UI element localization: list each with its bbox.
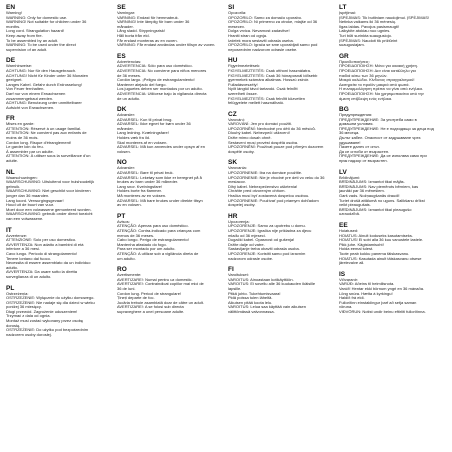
warning-line: домашни условия. bbox=[339, 121, 374, 127]
warning-line: Holdes borte fra flammer. bbox=[117, 188, 162, 194]
warning-line: nadzorem osoby dorosłej. bbox=[6, 331, 52, 337]
warning-line: VAROVÁNÍ: Jen pro domácí použití. bbox=[228, 121, 293, 127]
warning-line: ADVARSEL: Må bare brukes under direkte tilsyn bbox=[117, 197, 203, 203]
warning-line: Jucăria trebuie asamblată doar de către un adult. bbox=[117, 299, 204, 305]
warning-line: OSTRZEŻENIE: Do użytku pod bezpośrednim bbox=[6, 327, 89, 333]
warning-line: neposrednim nadzorom odrasle osebe. bbox=[228, 46, 298, 52]
warning-line: um adulto. bbox=[117, 255, 136, 261]
warning-line: ADVARSEL: Må kun anvendes under opsyn af en bbox=[117, 144, 205, 150]
warning-line: Varúð! Hentar ekki börnum yngri en 36 mánaða. bbox=[339, 285, 425, 291]
warning-line: poniżej 36 miesięcy. bbox=[6, 304, 42, 310]
warning-line: Sestavení musí provést dospělá osoba. bbox=[228, 139, 299, 145]
warning-line: mlađu od 36 mjeseci. bbox=[228, 232, 266, 238]
language-block-lt bbox=[339, 4, 446, 48]
warning-line: Avertismente: bbox=[117, 272, 142, 278]
warning-line: WARNING! Not suitable for children under 36 bbox=[6, 19, 87, 25]
warning-line: άμεση επίβλεψη ενός ενήλικα. bbox=[339, 95, 393, 101]
language-block-it bbox=[6, 227, 113, 280]
warning-line: Aufsicht von Erwachsenen. bbox=[6, 104, 55, 110]
warning-line: UPOZORENJE: Igračka nije prikladna za djecu bbox=[228, 227, 312, 233]
warning-line: FIGYELMEZTETÉS: Csak otthoni használatra. bbox=[228, 67, 311, 73]
language-code: FI bbox=[228, 266, 234, 274]
warning-line: Lang ledning. Kvælningsfare! bbox=[117, 130, 169, 136]
language-code: RO bbox=[117, 266, 127, 274]
warning-line: AVERTIZARE!: A se folosi sub directa bbox=[117, 304, 184, 310]
warning-line: Įspėjimai: bbox=[339, 10, 356, 15]
language-code: DE bbox=[6, 57, 16, 65]
warning-line: WAARSCHUWING: gebruik onder direct toezicht bbox=[6, 211, 93, 217]
warning-line: HOIATUS: Kasutada ainult täiskasvanu otsese bbox=[339, 255, 422, 261]
warning-line: Turiet drošā attālumā no uguns. Salikšanu drīkst bbox=[339, 197, 425, 203]
warning-line: Izdelek mora sestaviti odrasla oseba. bbox=[228, 37, 294, 43]
warning-line: удушаване! bbox=[339, 139, 361, 145]
warning-line: Mantener alejado del fuego. bbox=[117, 81, 167, 87]
warning-line: To be assembled by an adult. bbox=[6, 37, 59, 43]
warning-line: Opozorila: bbox=[228, 10, 247, 15]
warning-line: Avvertenze: bbox=[6, 232, 28, 238]
warning-line: uzraudzībā. bbox=[339, 211, 360, 217]
warning-line: Håll borta från eld. bbox=[117, 32, 150, 38]
language-block-si bbox=[228, 4, 335, 52]
warning-line: mesecev. bbox=[228, 23, 245, 29]
warning-line: ADVARSEL: Leketøy som ikke er beregnet på å bbox=[117, 174, 202, 180]
warning-line: Varningar: bbox=[117, 10, 136, 15]
language-block-sk bbox=[228, 159, 335, 207]
language-block-de bbox=[6, 57, 113, 110]
warning-line: ATENÇÃO: Apenas para uso doméstico. bbox=[117, 223, 189, 229]
warning-line: OPOZORILO: Ni primerno za otroke, mlajše od 36 bbox=[228, 19, 318, 25]
warning-line: Laikykite atokiau nuo ugnies. bbox=[339, 28, 391, 34]
warning-line: brukes av barn under 36 måneder. bbox=[117, 179, 179, 185]
warning-line: ПРЕДУПРЕЖДЕНИЕ: За употреба само в bbox=[339, 116, 417, 122]
language-code: IS bbox=[339, 270, 346, 278]
warning-line: Skal monteres af en voksen. bbox=[117, 139, 168, 145]
language-block-dk bbox=[117, 106, 224, 154]
column-4 bbox=[339, 4, 446, 448]
warning-line: Cavo lungo. Pericolo di strangolamento! bbox=[6, 250, 77, 256]
language-code: CZ bbox=[228, 110, 237, 118]
warning-line: Montaż musi zostać wykonany przez osobę bbox=[6, 318, 84, 324]
language-block-fr bbox=[6, 115, 113, 163]
warning-line: de un adulto. bbox=[117, 95, 141, 101]
warning-line: Hoiatused: bbox=[339, 227, 359, 233]
warning-line: järelevalve all. bbox=[339, 260, 365, 266]
warning-line: Προειδοποιήσεις: bbox=[339, 58, 370, 64]
warning-line: zusammengebaut werden. bbox=[6, 95, 54, 101]
warning-line: VARÚÐ: Aðeins til heimilisnota. bbox=[339, 281, 395, 287]
language-block-hr bbox=[228, 213, 335, 261]
warning-line: Garš vads. Nožņaugšanās draudi! bbox=[339, 193, 400, 198]
warning-line: Advarsler: bbox=[117, 165, 136, 171]
language-code: GR bbox=[339, 52, 349, 60]
warning-line: Lang koord. Verwurgingsgevaar! bbox=[6, 197, 64, 203]
warning-line: ADVARSEL: Bare til privat bruk. bbox=[117, 170, 174, 176]
warning-line: UPOZORNENIE: Iba na domáce použitie. bbox=[228, 170, 303, 176]
warning-line: UPOZORENJE: Samo za upotrebu u domu. bbox=[228, 223, 306, 229]
language-block-hu bbox=[228, 57, 335, 105]
warning-line: Ostrzeżenia: bbox=[6, 290, 29, 296]
warning-line: ACHTUNG! Nicht für Kinder unter 36 Monaten bbox=[6, 72, 89, 78]
warning-line: FIGYELMEZTETÉS: Csak felnőtt közvetlen bbox=[228, 95, 305, 101]
warning-line: Warning! bbox=[6, 10, 22, 15]
warning-line: months. bbox=[6, 23, 21, 29]
warning-line: jaunāki par 36 mēnešiem. bbox=[339, 188, 385, 194]
warning-line: WARNING: To be used under the direct bbox=[6, 42, 76, 48]
warning-line: Viðvaranir: bbox=[339, 276, 359, 282]
warning-line: supervision of an adult. bbox=[6, 46, 48, 52]
warning-line: Houd uit de buurt van vuur. bbox=[6, 202, 55, 208]
warning-line: UPOZORNENIE: Nie je vhodné pre deti vo veku do 36 bbox=[228, 174, 325, 180]
warning-line: Holdes væk fra ild. bbox=[117, 135, 151, 141]
warning-line: Turi būti surinkta suaugusiojo. bbox=[339, 32, 392, 38]
language-block-fi bbox=[228, 266, 335, 314]
warning-line: Ilgas laidas. Pavojus pasismaugti! bbox=[339, 23, 400, 29]
warning-line: παιδιά κάτω των 36 μηνών. bbox=[339, 72, 388, 78]
warning-line: OSTRZEŻENIE: Nie nadaje się dla dzieci w wieku bbox=[6, 299, 95, 305]
warning-line: Držte mimo dosah ohně. bbox=[228, 135, 272, 141]
language-block-en bbox=[6, 4, 113, 52]
warning-line: HOIATUS! Ei sobi alla 36 kuu vanustele lastele. bbox=[339, 237, 424, 243]
warning-line: av en voksen. bbox=[117, 202, 142, 208]
warning-line: VAROITUS: Lelua saa käyttää vain aikuisen bbox=[228, 304, 306, 310]
warning-line: HOIATUS: Ainult koduseks kasutamiseks. bbox=[339, 232, 413, 238]
warning-line: Țineți departe de foc. bbox=[117, 295, 155, 301]
warning-line: VARNING! Inte lämplig för barn under 36 bbox=[117, 19, 190, 25]
warning-line: Nyílt lángtól távol tartandó. Csak felnőtt bbox=[228, 86, 298, 92]
warning-line: Cordon long. Risque d'étranglement! bbox=[6, 139, 72, 145]
warning-line: Długi przewód. Zagrożenie uduszeniem! bbox=[6, 308, 78, 314]
warning-line: supraveghere a unei persoane adulte. bbox=[117, 308, 185, 314]
warning-line: Waarschuwingen: bbox=[6, 174, 38, 180]
warning-line: ПРЕДУПРЕЖДЕНИЕ: Не е подходящо за деца под bbox=[339, 125, 434, 131]
warning-line: dospelej osoby. bbox=[228, 202, 256, 208]
language-code: NL bbox=[6, 168, 15, 176]
language-code: LT bbox=[339, 4, 347, 11]
warning-line: Cabo longo. Perigo de estrangulamento! bbox=[117, 237, 189, 243]
warning-line: Mantenha afastado do fogo. bbox=[117, 241, 167, 247]
warning-line: ĮSPĖJIMAS: Tik buitiniam naudojimui. ĮSPĖJIMAS! bbox=[339, 14, 430, 20]
warning-line: gebruik. bbox=[6, 183, 21, 189]
warning-line: BRĪDINĀJUMS: Izmantot tikai pieaugušo bbox=[339, 206, 412, 212]
warning-line: Necessita di essere assemblato da un individuo bbox=[6, 260, 91, 266]
warning-line: Advertencias: bbox=[117, 58, 142, 64]
language-code: EE bbox=[339, 221, 348, 229]
warning-line: AVERTIZARE!: Contraindicat copiilor mai mici de bbox=[117, 281, 204, 287]
warning-line: van een volwassene. bbox=[6, 215, 44, 221]
warning-line: Brīdinājumi: bbox=[339, 174, 361, 180]
language-code: IT bbox=[6, 226, 12, 234]
language-code: HR bbox=[228, 212, 238, 220]
warning-line: OPOZORILO: Igrača se sme uporabljati samo pod bbox=[228, 42, 318, 48]
warning-line: Haldið frá eldi. bbox=[339, 295, 365, 301]
warning-line: adulte. bbox=[6, 158, 19, 164]
warning-line: Netinka vaikams iki 36 mėnesių. bbox=[339, 19, 397, 25]
warning-line: ĮSPĖJIMAS: Naudoti tik prižiūrint bbox=[339, 37, 398, 43]
language-block-lv bbox=[339, 169, 446, 217]
warning-line: Dlouhý kabel. Nebezpečí uškrcení! bbox=[228, 130, 290, 136]
warning-line: Long cord. Strangulation hazard! bbox=[6, 28, 65, 34]
warning-line: OPOZORILO: Samo za domačo uporabo. bbox=[228, 14, 303, 20]
warning-line: Lång sladd. Strypningsrisk! bbox=[117, 28, 166, 34]
language-block-es bbox=[117, 53, 224, 101]
warning-line: ACHTUNG: Nur für den Hausgebrauch. bbox=[6, 67, 77, 73]
warning-line: ATTENTION: Réservé à un usage familial. bbox=[6, 125, 82, 131]
language-block-se bbox=[117, 4, 224, 48]
warning-line: Chráňte pred otvoreným ohňom. bbox=[228, 188, 286, 194]
language-block-nl bbox=[6, 169, 113, 222]
warning-line: ATTENZIONE: Solo per uso domestico. bbox=[6, 237, 77, 243]
warning-line: Varoitukset: bbox=[228, 272, 249, 278]
warning-line: dorosłą. bbox=[6, 322, 21, 328]
warning-line: de 36 meses. bbox=[117, 72, 142, 78]
warning-line: Varování: bbox=[228, 116, 245, 122]
warning-line: VARNING: Endast för hemmabruk. bbox=[117, 14, 179, 20]
warning-line: nadzorom odrasle osobe. bbox=[228, 255, 274, 261]
warning-line: ADVERTENCIA: Sólo para uso doméstico. bbox=[117, 63, 193, 69]
warning-line: Figyelmeztetések: bbox=[228, 63, 261, 69]
warning-line: Предупреждения: bbox=[339, 112, 373, 118]
warning-line: ADVERTENCIA: No conviene para niños menores bbox=[117, 67, 207, 73]
warning-line: Le garder loin du feu. bbox=[6, 144, 44, 150]
warning-line: ATTENTION: Ne convient pas aux enfants de bbox=[6, 130, 87, 136]
language-code: SE bbox=[117, 4, 126, 11]
warning-line: menos de 36 meses. bbox=[117, 232, 155, 238]
warning-line: Držite dalje od vatre. bbox=[228, 241, 265, 247]
warning-line: WAARSCHUWING: Niet geschikt voor kinderen bbox=[6, 188, 91, 194]
warning-line: Darf nur von einem Erwachsenen bbox=[6, 90, 66, 96]
warning-line: AVVERTENZA: Non adatto a bambini di età bbox=[6, 241, 84, 247]
warning-line: AVERTIZARE!: Numai pentru uz domestic. bbox=[117, 276, 193, 282]
warning-line: ATTENTION: À utiliser sous la surveillance d'un bbox=[6, 153, 91, 159]
warning-line: Lang snor. Kvelningsfare! bbox=[117, 183, 163, 189]
column-1 bbox=[6, 4, 113, 448]
warning-line: Warnhinweise: bbox=[6, 63, 33, 69]
warning-line: Löng snúra. Hætta á kyrkingu! bbox=[339, 290, 393, 296]
warning-line: Sastavljanje treba obaviti odrasla osoba. bbox=[228, 246, 300, 252]
warning-line: Moet door een volwassene gemonteerd worden. bbox=[6, 206, 92, 212]
warning-line: inferiore a 36 mesi. bbox=[6, 246, 41, 252]
language-code: PL bbox=[6, 284, 15, 292]
warning-line: ADVARSEL: Ikke egnet for børn under 36 bbox=[117, 121, 191, 127]
warning-line: BRĪDINĀJUMS: Nav piemērots bērniem, kas bbox=[339, 183, 419, 189]
language-code: LV bbox=[339, 168, 347, 176]
language-code: FR bbox=[6, 115, 15, 123]
warning-line: WAARSCHUWING: Uitsluitend voor huishoudelijk bbox=[6, 179, 95, 185]
warning-line: Pidä poissa tulen läheltä. bbox=[228, 295, 273, 301]
warning-line: jonger dan 36 maanden. bbox=[6, 193, 50, 198]
warning-line: Los juguetes deben ser montados por un adulto. bbox=[117, 86, 203, 92]
language-block-ro bbox=[117, 266, 224, 314]
warning-line: Mises en garde: bbox=[6, 121, 35, 127]
warning-line: Må monteres av en voksen. bbox=[117, 193, 167, 198]
warning-label-sheet bbox=[6, 4, 446, 448]
warning-line: Fullorðinn einstaklingur þarf að setja saman bbox=[339, 299, 417, 305]
warning-line: suaugusiajam. bbox=[339, 42, 365, 48]
warning-line: Hoida eemal tulest. bbox=[339, 246, 374, 252]
language-code: SI bbox=[228, 4, 235, 11]
warning-line: Varovania: bbox=[228, 165, 247, 171]
warning-line: felügyelete mellett használható. bbox=[228, 100, 285, 106]
language-block-no bbox=[117, 159, 224, 207]
warning-line: Para ser montado por um adulto. bbox=[117, 246, 176, 252]
warning-line: Langes Kabel. Gefahr durch Erdrosselung! bbox=[6, 81, 82, 87]
warning-line: Får endast monteras av en vuxen. bbox=[117, 37, 178, 43]
warning-line: Avisos: bbox=[117, 218, 130, 224]
warning-line: szerelheti össze. bbox=[228, 90, 258, 96]
warning-line: ΠΡΟΕΙΔΟΠΟΙΗΣΗ: Να χρησιμοποιείται υπό την bbox=[339, 90, 424, 96]
warning-line: Von Feuer fernhalten. bbox=[6, 86, 45, 92]
language-block-bg bbox=[339, 106, 446, 164]
warning-line: lapsille. bbox=[228, 285, 242, 291]
language-code: NO bbox=[117, 159, 127, 167]
warning-line: WARNING: Only for domestic use. bbox=[6, 14, 68, 20]
language-code: PT bbox=[117, 212, 126, 220]
language-block-is bbox=[339, 271, 446, 315]
warning-line: moins de 36 mois. bbox=[6, 135, 39, 141]
language-code: DK bbox=[117, 106, 127, 114]
warning-line: dospělé osoby. bbox=[228, 148, 255, 154]
warning-line: Toote peab kokku panema täiskasvanu. bbox=[339, 250, 410, 256]
warning-line: Dlhý kábel. Nebezpečenstvo uškrtenia! bbox=[228, 183, 298, 189]
warning-line: OSTRZEŻENIE: Wyłącznie do użytku domowego. bbox=[6, 295, 95, 301]
language-block-cz bbox=[228, 111, 335, 155]
warning-line: 36 месеца. bbox=[339, 130, 360, 136]
warning-line: välittömässä valvonnassa. bbox=[228, 308, 275, 314]
warning-line: sorveglianza di un adulto. bbox=[6, 273, 52, 279]
warning-line: VIÐVÖRUN: Notist undir beinu eftirliti fullorðinna. bbox=[339, 308, 426, 314]
warning-line: Dolga vrvica. Nevarnost zadavitve! bbox=[228, 28, 290, 34]
warning-line: UPOZORNENIE: Používať pod priamym dohľadom bbox=[228, 197, 319, 203]
language-code: HU bbox=[228, 57, 238, 65]
warning-line: ADVARSEL: Kun til privat brug. bbox=[117, 116, 173, 122]
column-3 bbox=[228, 4, 335, 448]
language-code: BG bbox=[339, 106, 349, 114]
warning-line: veikt pieaugušais. bbox=[339, 202, 371, 208]
warning-line: 36 de luni. bbox=[117, 285, 136, 291]
language-block-pl bbox=[6, 285, 113, 338]
warning-line: BRĪDINĀJUMS: Izmantot tikai mājās. bbox=[339, 179, 405, 185]
warning-line: måneder. bbox=[117, 125, 134, 131]
warning-line: AVVERTENZA: Da usare sotto la diretta bbox=[6, 269, 77, 275]
column-2 bbox=[117, 4, 224, 448]
warning-line: ATENÇÃO: Contra-indicado para crianças com bbox=[117, 227, 201, 233]
warning-line: VAROITUS: Ainoastaan kotikäyttöön. bbox=[228, 276, 294, 282]
warning-line: Pikk juhe. Kägistamisoht! bbox=[339, 241, 384, 247]
warning-line: пряк надзор от възрастен. bbox=[339, 158, 388, 164]
warning-line: À assembler par un adulte. bbox=[6, 148, 54, 154]
warning-line: Μακρύ καλώδιο. Κίνδυνος στραγγαλισμού! bbox=[339, 77, 415, 83]
warning-line: ADVERTENCIA: Utilícese bajo la vigilancia directa bbox=[117, 90, 207, 96]
warning-line: Да се сглоби от възрастен. bbox=[339, 148, 390, 154]
warning-line: Tenere lontano dal fuoco. bbox=[6, 255, 51, 261]
warning-line: Trzymać z dala od ognia. bbox=[6, 313, 51, 319]
warning-line: UPOZORNĚNÍ: Nevhodné pro děti do 36 měsíců. bbox=[228, 125, 316, 131]
warning-line: Διατηρείτε το προϊόν μακριά από φωτιά. bbox=[339, 81, 410, 87]
warning-line: ATENÇÃO: A utilizar sob a vigilância direta de bbox=[117, 250, 199, 256]
language-block-ee bbox=[339, 222, 446, 266]
warning-line: ПРЕДУПРЕЖДЕНИЕ: Да се използва само при bbox=[339, 153, 427, 159]
warning-line: FIGYELMEZTETÉS: Csak 36 hónaposnál idősebb bbox=[228, 72, 318, 78]
language-code: ES bbox=[117, 52, 126, 60]
warning-line: Keep away from fire. bbox=[6, 32, 43, 38]
warning-line: gyermekek számára alkalmas. Hosszú zsinór. bbox=[228, 77, 310, 83]
warning-line: vöruna. bbox=[339, 304, 353, 310]
warning-line: Upozorenja: bbox=[228, 218, 250, 224]
warning-line: Cordón largo. ¡Peligro de estrangulamiento! bbox=[117, 77, 195, 83]
warning-line: Hraniti stran od ognja. bbox=[228, 32, 268, 38]
language-code: EN bbox=[6, 4, 16, 11]
warning-line: Fulladásveszély! bbox=[228, 81, 258, 87]
warning-line: ACHTUNG: Benutzung unter unmittelbarer bbox=[6, 100, 82, 106]
warning-line: Pitkä johto. Tukehtumisvaara! bbox=[228, 290, 281, 296]
warning-line: månader. bbox=[117, 23, 134, 29]
warning-line: Дълъг кабел. Опасност от задушаване чрез bbox=[339, 135, 421, 141]
warning-line: Aikuisen pitää koota lelu. bbox=[228, 299, 273, 305]
warning-line: ΠΡΟΕΙΔΟΠΟΙΗΣΗ: Μόνο για οικιακή χρήση. bbox=[339, 63, 418, 69]
warning-line: UPOZORENJE: Koristiti samo pod izravnim bbox=[228, 250, 306, 256]
warning-line: Cordon lung. Pericol de strangulare! bbox=[117, 290, 182, 296]
warning-line: geeignet. bbox=[6, 77, 23, 83]
warning-line: mesiacov. bbox=[228, 179, 246, 185]
warning-line: Advarsler: bbox=[117, 112, 136, 118]
language-code: SK bbox=[228, 159, 238, 167]
warning-line: Пазете далеч от огън. bbox=[339, 144, 380, 150]
warning-line: VAROITUS: Ei sovellu alle 36 kuukauden ikäisille bbox=[228, 281, 316, 287]
language-block-gr bbox=[339, 53, 446, 101]
warning-line: Dugački kabel. Opasnost od gušenja! bbox=[228, 237, 295, 243]
language-block-pt bbox=[117, 213, 224, 261]
warning-line: adulto. bbox=[6, 264, 19, 270]
warning-line: VARNING: Får endast användas under tillsyn av vuxen. bbox=[117, 42, 216, 48]
warning-line: Η συναρμολόγηση πρέπει να γίνει από ενήλικα. bbox=[339, 86, 424, 92]
warning-line: Hračka musí byť zostavená dospelou osobou. bbox=[228, 193, 310, 198]
warning-line: voksen. bbox=[117, 148, 131, 154]
warning-line: ΠΡΟΕΙΔΟΠΟΙΗΣΗ: Δεν είναι κατάλληλο για bbox=[339, 67, 416, 73]
warning-line: UPOZORNĚNÍ: Používat pouze pod přímým dozorem bbox=[228, 144, 324, 150]
